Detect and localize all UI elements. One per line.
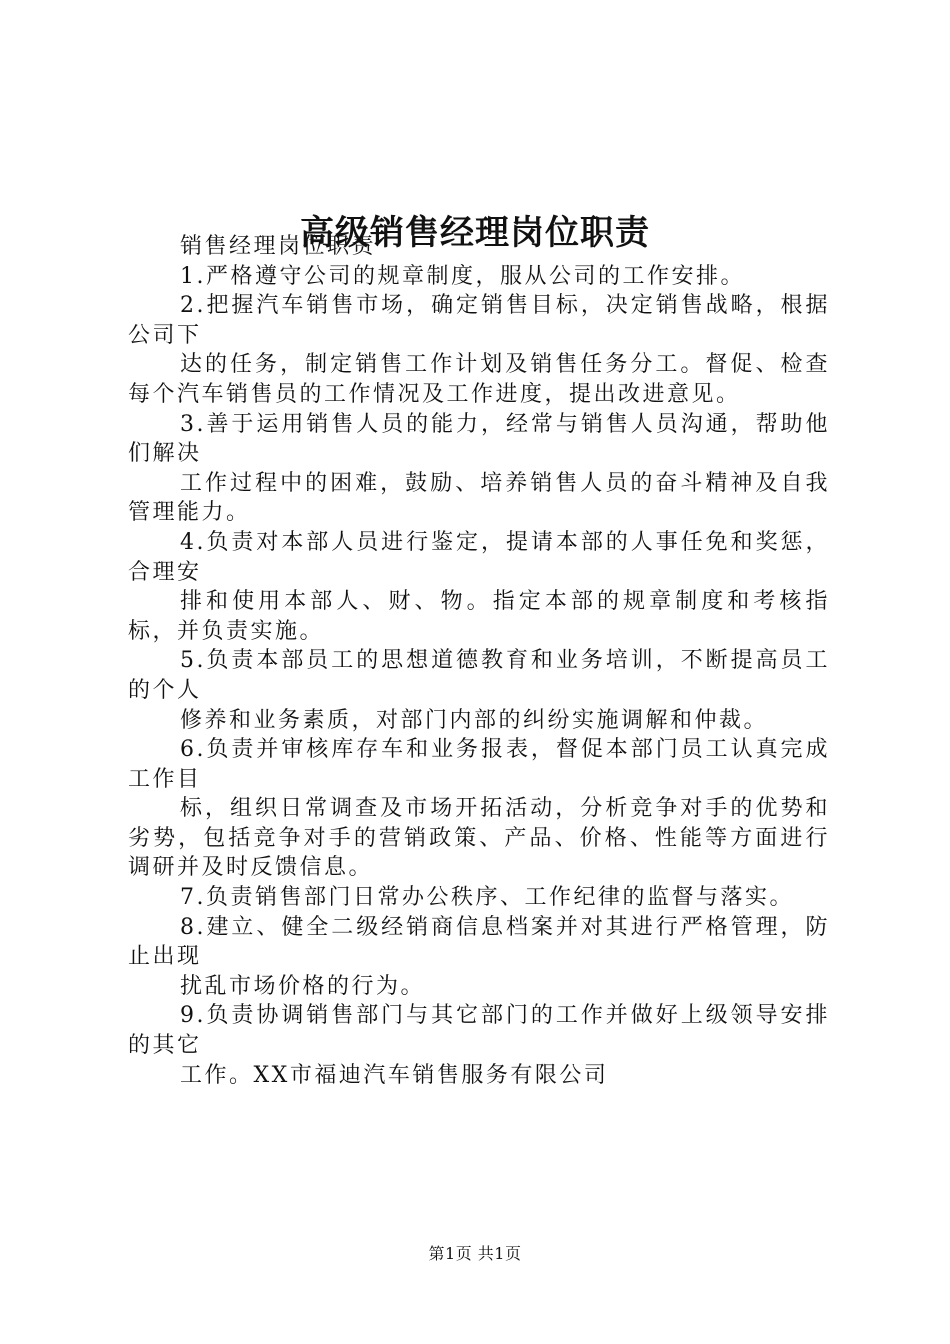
paragraph-heading: 销售经理岗位职责 <box>180 234 377 259</box>
paragraph-item-6: 6.负责并审核库存车和业务报表，督促本部门员工认真完成工作目 <box>128 737 830 792</box>
paragraph-item-1: 1.严格遵守公司的规章制度，服从公司的工作安排。 <box>180 263 745 289</box>
paragraph-item-3-continued: 工作过程中的困难，鼓励、培养销售人员的奋斗精神及自我管理能力。 <box>128 470 830 526</box>
document-body <box>128 232 830 1090</box>
paragraph-item-3: 3.善于运用销售人员的能力，经常与销售人员沟通，帮助他们解决 <box>128 411 830 467</box>
paragraph-item-4: 4.负责对本部人员进行鉴定，提请本部的人事任免和奖惩，合理安 <box>128 529 830 585</box>
paragraph-item-5: 5.负责本部员工的思想道德教育和业务培训，不断提高员工的个人 <box>128 648 830 703</box>
paragraph-item-8-continued: 扰乱市场价格的行为。 <box>180 973 426 999</box>
paragraph-item-9-continued: 工作。XX市福迪汽车销售服务有限公司 <box>180 1062 609 1088</box>
paragraph-item-6-continued: 标，组织日常调查及市场开拓活动，分析竞争对手的优势和劣势，包括竞争对手的营销政策、产品、价格、性能等方面进行调研并及时反馈信息。 <box>128 796 830 881</box>
paragraph-item-7: 7.负责销售部门日常办公秩序、工作纪律的监督与落实。 <box>180 885 794 911</box>
paragraph-item-4-continued: 排和使用本部人、财、物。指定本部的规章制度和考核指标，并负责实施。 <box>128 589 830 644</box>
page-number-footer: 第1页 共1页 <box>428 1244 522 1263</box>
document-title: 高级销售经理岗位职责 <box>300 212 650 253</box>
paragraph-item-2: 2.把握汽车销售市场，确定销售目标，决定销售战略，根据公司下 <box>128 293 830 348</box>
paragraph-item-8: 8.建立、健全二级经销商信息档案并对其进行严格管理，防止出现 <box>128 914 830 970</box>
paragraph-item-9: 9.负责协调销售部门与其它部门的工作并做好上级领导安排的其它 <box>128 1003 830 1059</box>
paragraph-item-2-continued: 达的任务，制定销售工作计划及销售任务分工。督促、检查每个汽车销售员的工作情况及工作进度，提出改进意见。 <box>128 352 830 407</box>
paragraph-item-5-continued: 修养和业务素质，对部门内部的纠纷实施调解和仲裁。 <box>180 707 769 733</box>
